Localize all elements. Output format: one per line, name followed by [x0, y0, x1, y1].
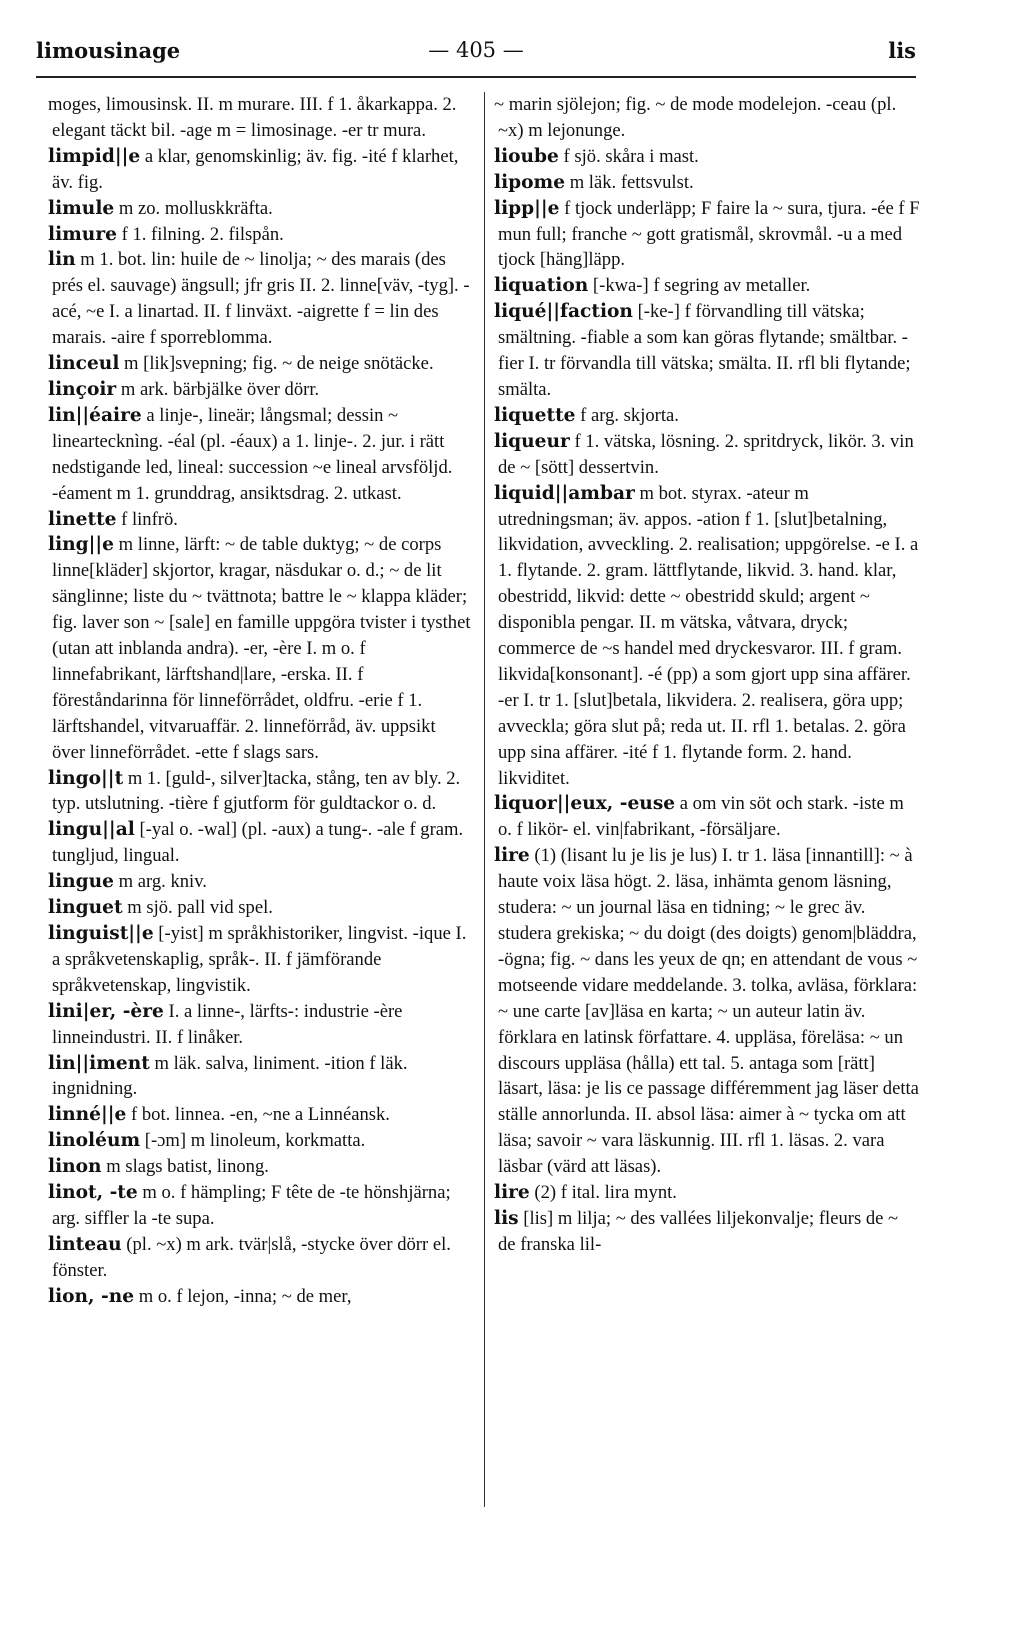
entry-headword: liquation — [494, 275, 589, 297]
right-column — [494, 92, 920, 1622]
entry-headword: linné||e — [48, 1104, 127, 1126]
dictionary-entry — [48, 144, 472, 196]
dictionary-entry — [494, 1180, 920, 1206]
dictionary-entry — [48, 999, 472, 1051]
entry-definition: (1) (lisant lu je lis je lus) I. tr 1. läsa [innantill]: ~ à haute voix läsa högt. 2. läsa, inhämta genom läsning, studera: ~ un journal läsa en tidning; ~ le grec äv. studera grekiska; ~ du doigt (des doigts) genom|bläddra, -ögna; fig. ~ dans les yeux de qn; en attendant de vous ~ motseende vidare meddelande. 3. tolka, avläsa, förklara: ~ une carte [av]läsa en karta; ~ un auteur latin äv. förklara en latinsk författare. 4. uppläsa, föreläsa: ~ un discours uppläsa (hålla) ett tal. 5. antaga som [rätt] läsart, läsa: je lis ce passage différemment jag läser detta ställe annorlunda. II. absol läsa: aimer à ~ tycka om att läsa; savoir ~ vara läskunnig. III. rfl 1. läsas. 2. vara läsbar (värd att läsas). — [498, 845, 919, 1178]
entry-headword: lioube — [494, 145, 559, 167]
entry-definition: m 1. bot. lin: huile de ~ linolja; ~ des marais (des prés el. sauvage) ängsull; jfr gris II. 2. linne[väv, -tyg]. -acé, ~e I. a linartad. II. f linväxt. -aigrette f = lin des marais. -aire f sporreblomma. — [52, 249, 470, 349]
entry-definition: [-ke-] f förvandling till vätska; smältning. -fiable a som kan göras flytande; smältbar. -fier I. tr förvandla till vätska; smälta. II. rfl bli flytande; smälta. — [498, 301, 911, 400]
entry-definition: f arg. skjorta. — [575, 404, 679, 426]
dictionary-entry — [48, 247, 472, 351]
entry-headword: liquid||ambar — [494, 482, 635, 504]
entry-headword: liqué||faction — [494, 301, 633, 323]
dictionary-entry — [494, 403, 920, 429]
entry-headword: linçoir — [48, 378, 117, 400]
entry-headword: linteau — [48, 1233, 122, 1255]
entry-definition: [-kwa-] f segring av metaller. — [588, 275, 811, 297]
entry-headword: linguet — [48, 897, 123, 919]
entry-headword: lin||éaire — [48, 404, 142, 426]
entry-definition: m 1. [guld-, silver]tacka, stång, ten av bly. 2. typ. utslutning. -tière f gjutform för guldtackor o. d. — [52, 767, 461, 815]
entry-definition: moges, limousinsk. II. m murare. III. f 1. åkarkappa. 2. elegant täckt bil. -age m = limosinage. -er tr mura. — [48, 94, 457, 141]
entry-definition: f linfrö. — [116, 508, 178, 530]
entry-definition: a linje-, lineär; långsmal; dessin ~ lineartecknìng. -éal (pl. -éaux) a 1. linje-. 2. jur. i rätt nedstigande led, lineal: succession ~e lineal arvsföljd. -éament m 1. grunddrag, ansiktsdrag. 2. utkast. — [52, 404, 453, 504]
entry-headword: lingu||al — [48, 819, 135, 841]
entry-definition: m arg. kniv. — [114, 871, 207, 893]
dictionary-entry — [48, 351, 472, 377]
left-column — [48, 92, 472, 1622]
entry-definition: m ark. bärbjälke över dörr. — [116, 378, 320, 400]
entry-headword: liqueur — [494, 430, 570, 452]
entry-headword: lini|er, -ère — [48, 1000, 164, 1022]
entry-definition: m läk. salva, liniment. -ition f läk. ingnidning. — [52, 1052, 408, 1100]
entry-definition: m bot. styrax. -ateur m utredningsman; äv. appos. -ation f 1. [slut]betalning, likvidation, avveckling. 2. realisation; uppgörelse. -e I. a 1. flytande. 2. gram. lättflytande, likvid. 3. hand. klar, obestridd, likvid: dette ~ obestridd skuld; argent ~ disponibla pengar. II. m vätska, våtvara, dryck; commerce de ~s handel med dryckesvaror. III. f gram. likvida[konsonant]. -é (pp) a som gjort upp sina affärer. -er I. tr 1. [slut]betala, likvidera. 2. realisera, göra upp; avveckla; göra slut på; reda ut. II. rfl 1. betalas. 2. göra upp sina affärer. -ité f 1. flytande form. 2. hand. likviditet. — [498, 482, 919, 789]
entry-definition: m o. f hämpling; F tête de -te hönshjärna; arg. siffler la -te supa. — [52, 1182, 451, 1229]
entry-definition: m [lik]svepning; fig. ~ de neige snötäcke. — [119, 353, 434, 375]
entry-headword: linon — [48, 1156, 102, 1178]
entry-definition: I. a linne-, lärfts-: industrie -ère linneindustri. II. f linåker. — [52, 1000, 403, 1048]
entry-definition: f tjock underläpp; F faire la ~ sura, tjura. -ée f F mun full; franche ~ gott gratismål, skrovmål. -u a med tjock [häng]läpp. — [498, 197, 920, 271]
entry-headword: linguist||e — [48, 923, 154, 944]
entry-headword: lire — [494, 845, 530, 867]
entry-definition: f 1. vätska, lösning. 2. spritdryck, likör. 3. vin de ~ [sött] dessertvin. — [498, 430, 914, 478]
entry-headword: lingo||t — [48, 767, 124, 789]
entry-definition: m läk. fettsvulst. — [565, 171, 694, 193]
dictionary-entry — [494, 481, 920, 792]
header-rule — [36, 76, 916, 78]
entry-headword: limule — [48, 197, 115, 219]
dictionary-entry — [48, 1051, 472, 1103]
dictionary-entry — [48, 869, 472, 895]
entry-definition: a klar, genomskinlig; äv. fig. -ité f klarhet, äv. fig. — [52, 145, 459, 193]
entry-definition: [-yist] m språkhistoriker, lingvist. -ique I. a språkvetenskaplig, språk-. II. f jämförande språkvetenskap, lingvistik. — [52, 923, 467, 996]
entry-headword: linette — [48, 508, 117, 530]
dictionary-entry — [48, 1284, 472, 1310]
entry-definition: f bot. linnea. -en, ~ne a Linnéansk. — [126, 1104, 390, 1126]
dictionary-entry — [48, 921, 472, 999]
entry-definition: a om vin söt och stark. -iste m o. f likör- el. vin|fabrikant, -försäljare. — [498, 793, 904, 841]
dictionary-entry — [48, 1232, 472, 1284]
dictionary-entry — [48, 1154, 472, 1180]
entry-headword: linceul — [48, 353, 120, 375]
entry-definition: m linne, lärft: ~ de table duktyg; ~ de corps linne[kläder] skjortor, kragar, näsdukar o. d.; ~ de lit sänglinne; liste du ~ tvättnota; battre le ~ klappa kläder; fig. laver son ~ [sale] en famille uppgöra tvister i tysthet (utan att inblanda andra). -er, -ère I. m o. f linnefabrikant, lärftshand|lare, -erska. II. f föreståndarinna för linneförrådet, oldfru. -erie f 1. lärftshandel, vitvaruaffär. 2. linneförråd, äv. uppsikt över linneförrådet. -ette f slags sars. — [52, 534, 471, 763]
entry-headword: liquette — [494, 404, 576, 426]
dictionary-entry — [494, 170, 920, 196]
entry-definition: ~ marin sjölejon; fig. ~ de mode modelejon. -ceau (pl. ~x) m lejonunge. — [494, 94, 897, 141]
page-header — [36, 38, 916, 74]
entry-definition: m o. f lejon, -inna; ~ de mer, — [134, 1285, 352, 1307]
entry-headword: limpid||e — [48, 145, 141, 167]
dictionary-entry — [494, 1206, 920, 1258]
entry-headword: lipome — [494, 171, 566, 193]
dictionary-entry — [48, 507, 472, 533]
column-divider — [484, 92, 485, 1507]
entry-headword: lin — [48, 249, 76, 271]
dictionary-entry — [494, 429, 920, 481]
page-number: — 405 — — [428, 38, 524, 62]
entry-definition: m slags batist, linong. — [101, 1156, 269, 1178]
entry-definition: (2) f ital. lira mynt. — [529, 1182, 677, 1204]
dictionary-entry — [48, 403, 472, 507]
dictionary-entry — [494, 791, 920, 843]
entry-headword: liquor||eux, -euse — [494, 793, 676, 815]
dictionary-entry — [48, 1102, 472, 1128]
entry-definition: [-yal o. -wal] (pl. -aux) a tung-. -ale f gram. tungljud, lingual. — [52, 819, 464, 867]
entry-definition: f sjö. skåra i mast. — [558, 145, 699, 167]
header-last-word: lis — [888, 38, 916, 63]
entry-headword: linot, -te — [48, 1182, 138, 1204]
entry-headword: limure — [48, 223, 117, 245]
entry-definition: [-ɔm] m linoleum, korkmatta. — [140, 1130, 366, 1152]
entry-headword: lingue — [48, 871, 114, 893]
entry-headword: lipp||e — [494, 197, 560, 219]
dictionary-entry — [494, 92, 920, 144]
entry-headword: ling||e — [48, 534, 115, 556]
dictionary-entry — [48, 196, 472, 222]
dictionary-entry — [48, 377, 472, 403]
dictionary-entry — [494, 196, 920, 274]
entry-headword: lin||iment — [48, 1052, 150, 1074]
dictionary-entry — [48, 532, 472, 765]
dictionary-entry — [494, 144, 920, 170]
entry-headword: lis — [494, 1207, 519, 1229]
dictionary-entry — [48, 1180, 472, 1232]
entry-headword: lire — [494, 1182, 530, 1204]
dictionary-entry — [48, 817, 472, 869]
dictionary-entry — [48, 92, 472, 144]
entry-definition: f 1. filning. 2. filspån. — [116, 223, 284, 245]
entry-headword: lion, -ne — [48, 1285, 135, 1307]
entry-definition: m sjö. pall vid spel. — [122, 897, 273, 919]
entry-definition: m zo. molluskkräfta. — [114, 197, 273, 219]
dictionary-entry — [494, 299, 920, 403]
dictionary-entry — [48, 766, 472, 818]
entry-headword: linoléum — [48, 1130, 141, 1152]
dictionary-entry — [48, 1128, 472, 1154]
dictionary-entry — [48, 222, 472, 248]
dictionary-entry — [494, 273, 920, 299]
entry-definition: (pl. ~x) m ark. tvär|slå, -stycke över dörr el. fönster. — [52, 1233, 451, 1281]
header-first-word: limousinage — [36, 38, 181, 63]
dictionary-entry — [494, 843, 920, 1180]
dictionary-entry — [48, 895, 472, 921]
entry-definition: [lis] m lilja; ~ des vallées liljekonvalje; fleurs de ~ de franska lil- — [498, 1207, 899, 1255]
